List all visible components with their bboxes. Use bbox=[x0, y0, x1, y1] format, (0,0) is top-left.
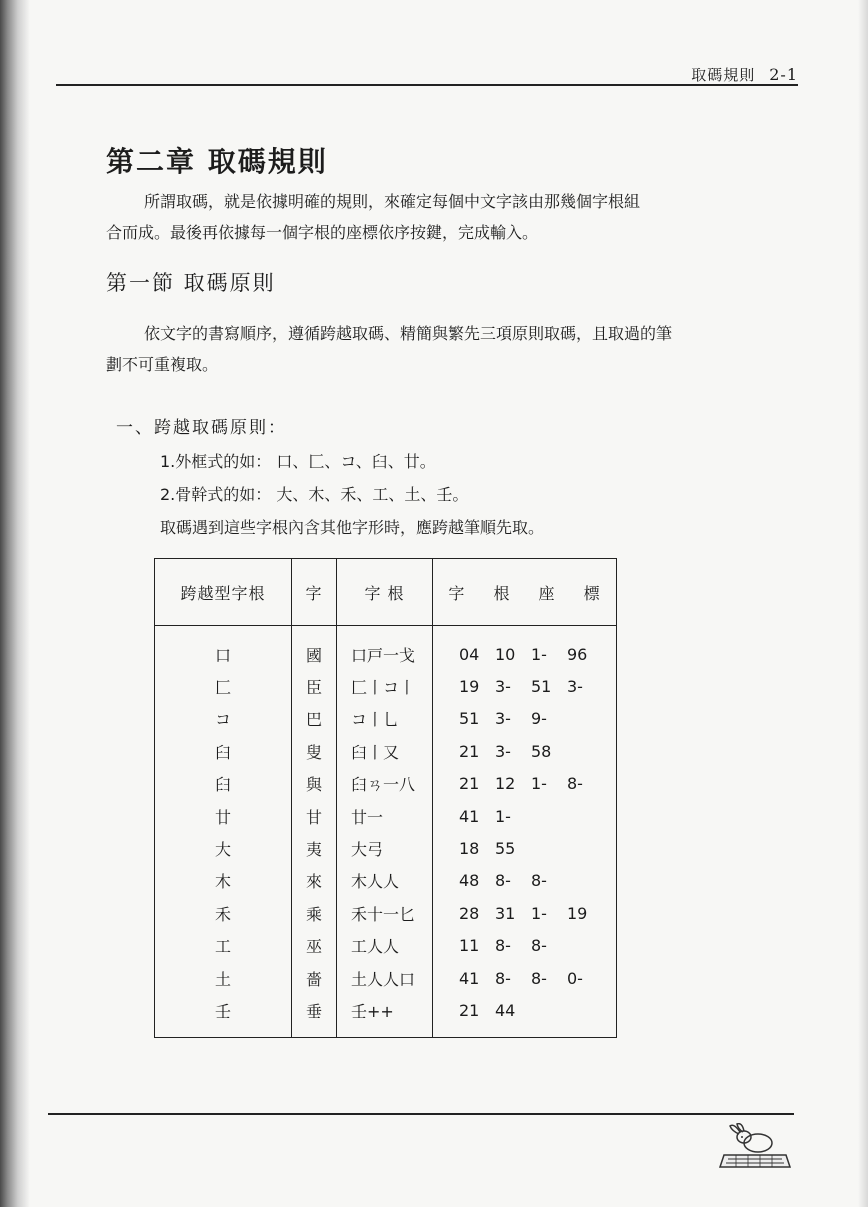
table-row bbox=[155, 994, 617, 1037]
cell-root: 土 bbox=[155, 962, 292, 994]
cell-root: 臼 bbox=[155, 735, 292, 767]
coord-value: 1- bbox=[495, 806, 511, 826]
coord-value: 28 bbox=[459, 903, 480, 923]
binding-shadow bbox=[0, 0, 30, 1207]
coord-value: 04 bbox=[459, 644, 480, 664]
page-edge bbox=[858, 0, 868, 1207]
coord-value: 9- bbox=[531, 709, 547, 729]
cell-char: 來 bbox=[292, 865, 337, 897]
coord-value: 3- bbox=[495, 677, 511, 697]
chapter-title: 第二章 取碼規則 bbox=[106, 145, 328, 178]
table-row bbox=[155, 962, 617, 994]
cell-root: 大 bbox=[155, 832, 292, 864]
parts-text: 工人人 bbox=[351, 937, 400, 957]
cell-coords bbox=[433, 930, 617, 962]
parts-text: コ丨乚 bbox=[351, 710, 400, 730]
subsection-title: 一、跨越取碼原則： bbox=[116, 418, 287, 438]
coord-value: 19 bbox=[459, 677, 480, 697]
cell-root: 木 bbox=[155, 865, 292, 897]
cell-char: 巴 bbox=[292, 703, 337, 735]
coord-value: 1- bbox=[531, 644, 547, 664]
cell-root: 口 bbox=[155, 626, 292, 671]
coord-value: 10 bbox=[495, 644, 516, 664]
coord-value: 41 bbox=[459, 968, 480, 988]
principle-line: 依文字的書寫順序，遵循跨越取碼、精簡與繁先三項原則取碼，且取過的筆 bbox=[144, 324, 673, 343]
coord-value: 19 bbox=[567, 903, 588, 923]
cell-root: コ bbox=[155, 703, 292, 735]
rule-outer-frame: 1.外框式的如： 口、匚、コ、臼、廿。 bbox=[160, 452, 436, 471]
coord-value: 21 bbox=[459, 741, 480, 761]
intro-line: 合而成。最後再依據每一個字根的座標依序按鍵，完成輸入。 bbox=[106, 223, 539, 242]
table-row bbox=[155, 832, 617, 864]
cell-char: 國 bbox=[292, 626, 337, 671]
cell-coords bbox=[433, 897, 617, 929]
coord-value: 41 bbox=[459, 806, 480, 826]
table-row bbox=[155, 865, 617, 897]
rule-note: 取碼遇到這些字根內含其他字形時，應跨越筆順先取。 bbox=[160, 518, 545, 537]
cell-char: 夷 bbox=[292, 832, 337, 864]
parts-text: 臼丨又 bbox=[351, 742, 400, 762]
table-row bbox=[155, 735, 617, 767]
rabbit-keyboard-icon bbox=[718, 1123, 792, 1171]
cell-root: 匚 bbox=[155, 670, 292, 702]
coord-value: 0- bbox=[567, 968, 583, 988]
root-code-table bbox=[154, 558, 617, 1038]
coord-value: 8- bbox=[531, 936, 547, 956]
intro-line: 所謂取碼，就是依據明確的規則，來確定每個中文字該由那幾個字根組 bbox=[144, 192, 641, 211]
parts-text: 匚丨コ丨 bbox=[351, 678, 416, 698]
table-row bbox=[155, 930, 617, 962]
intro-paragraph bbox=[106, 186, 756, 248]
cell-parts bbox=[337, 930, 433, 962]
cell-coords bbox=[433, 994, 617, 1037]
cell-parts bbox=[337, 994, 433, 1037]
cell-parts bbox=[337, 735, 433, 767]
coord-value: 8- bbox=[567, 774, 583, 794]
cell-root: 壬 bbox=[155, 994, 292, 1037]
cell-char: 巫 bbox=[292, 930, 337, 962]
cell-parts bbox=[337, 962, 433, 994]
header-parts: 字 根 bbox=[337, 559, 433, 626]
cell-char: 甘 bbox=[292, 800, 337, 832]
coord-value: 8- bbox=[495, 968, 511, 988]
cell-parts bbox=[337, 865, 433, 897]
coord-value: 21 bbox=[459, 1000, 480, 1020]
footer-rule bbox=[48, 1113, 794, 1115]
parts-text: 口戸一戈 bbox=[351, 645, 416, 665]
parts-text: 𦥑ㄢ一八 bbox=[351, 775, 416, 795]
coord-value: 96 bbox=[567, 644, 588, 664]
page-number: 2-1 bbox=[769, 65, 798, 84]
table-row bbox=[155, 703, 617, 735]
cell-char: 叟 bbox=[292, 735, 337, 767]
coord-value: 1- bbox=[531, 903, 547, 923]
coord-value: 8- bbox=[531, 968, 547, 988]
rule-skeleton: 2.骨幹式的如： 大、木、禾、工、土、壬。 bbox=[160, 485, 469, 504]
running-header bbox=[691, 64, 798, 85]
table-row bbox=[155, 670, 617, 702]
header-root-type: 跨越型字根 bbox=[155, 559, 292, 626]
cell-coords bbox=[433, 800, 617, 832]
coord-value: 31 bbox=[495, 903, 516, 923]
cell-coords bbox=[433, 832, 617, 864]
section-title: 第一節 取碼原則 bbox=[106, 271, 276, 295]
cell-coords bbox=[433, 703, 617, 735]
cell-char: 乘 bbox=[292, 897, 337, 929]
coord-value: 3- bbox=[567, 677, 583, 697]
principle-paragraph bbox=[106, 318, 756, 380]
header-char: 字 bbox=[292, 559, 337, 626]
header-title: 取碼規則 bbox=[691, 66, 756, 84]
cell-root: 禾 bbox=[155, 897, 292, 929]
coord-value: 18 bbox=[459, 839, 480, 859]
parts-text: 土人人口 bbox=[351, 969, 416, 989]
table-row bbox=[155, 768, 617, 800]
parts-text: 禾十一匕 bbox=[351, 904, 416, 924]
table-row bbox=[155, 626, 617, 671]
cell-parts bbox=[337, 703, 433, 735]
cell-char: 臣 bbox=[292, 670, 337, 702]
coord-value: 51 bbox=[459, 709, 480, 729]
coord-value: 12 bbox=[495, 774, 516, 794]
cell-coords bbox=[433, 962, 617, 994]
cell-coords bbox=[433, 865, 617, 897]
cell-char: 嗇 bbox=[292, 962, 337, 994]
principle-line: 劃不可重複取。 bbox=[106, 355, 219, 374]
cell-coords bbox=[433, 735, 617, 767]
header-coords: 字 根 座 標 bbox=[433, 559, 617, 626]
parts-text: 壬++ bbox=[351, 1001, 394, 1021]
cell-parts bbox=[337, 768, 433, 800]
coord-value: 1- bbox=[531, 774, 547, 794]
coord-value: 11 bbox=[459, 936, 480, 956]
parts-text: 廿一 bbox=[351, 807, 384, 827]
coord-value: 3- bbox=[495, 709, 511, 729]
coord-value: 55 bbox=[495, 839, 516, 859]
table-row bbox=[155, 897, 617, 929]
cell-parts bbox=[337, 800, 433, 832]
coord-value: 8- bbox=[495, 936, 511, 956]
cell-parts bbox=[337, 670, 433, 702]
coord-value: 58 bbox=[531, 741, 552, 761]
coord-value: 51 bbox=[531, 677, 552, 697]
coord-value: 8- bbox=[531, 871, 547, 891]
cell-parts bbox=[337, 626, 433, 671]
header-rule bbox=[56, 84, 798, 86]
cell-coords bbox=[433, 768, 617, 800]
coord-value: 3- bbox=[495, 741, 511, 761]
cell-coords bbox=[433, 626, 617, 671]
coord-value: 44 bbox=[495, 1000, 516, 1020]
cell-parts bbox=[337, 832, 433, 864]
parts-text: 大弓 bbox=[351, 840, 384, 860]
coord-value: 48 bbox=[459, 871, 480, 891]
parts-text: 木人人 bbox=[351, 872, 400, 892]
table-row bbox=[155, 800, 617, 832]
cell-coords bbox=[433, 670, 617, 702]
cell-parts bbox=[337, 897, 433, 929]
coord-value: 8- bbox=[495, 871, 511, 891]
coord-value: 21 bbox=[459, 774, 480, 794]
cell-root: 廿 bbox=[155, 800, 292, 832]
cell-char: 垂 bbox=[292, 994, 337, 1037]
cell-root: 工 bbox=[155, 930, 292, 962]
cell-char: 與 bbox=[292, 768, 337, 800]
cell-root: 𦥑 bbox=[155, 768, 292, 800]
